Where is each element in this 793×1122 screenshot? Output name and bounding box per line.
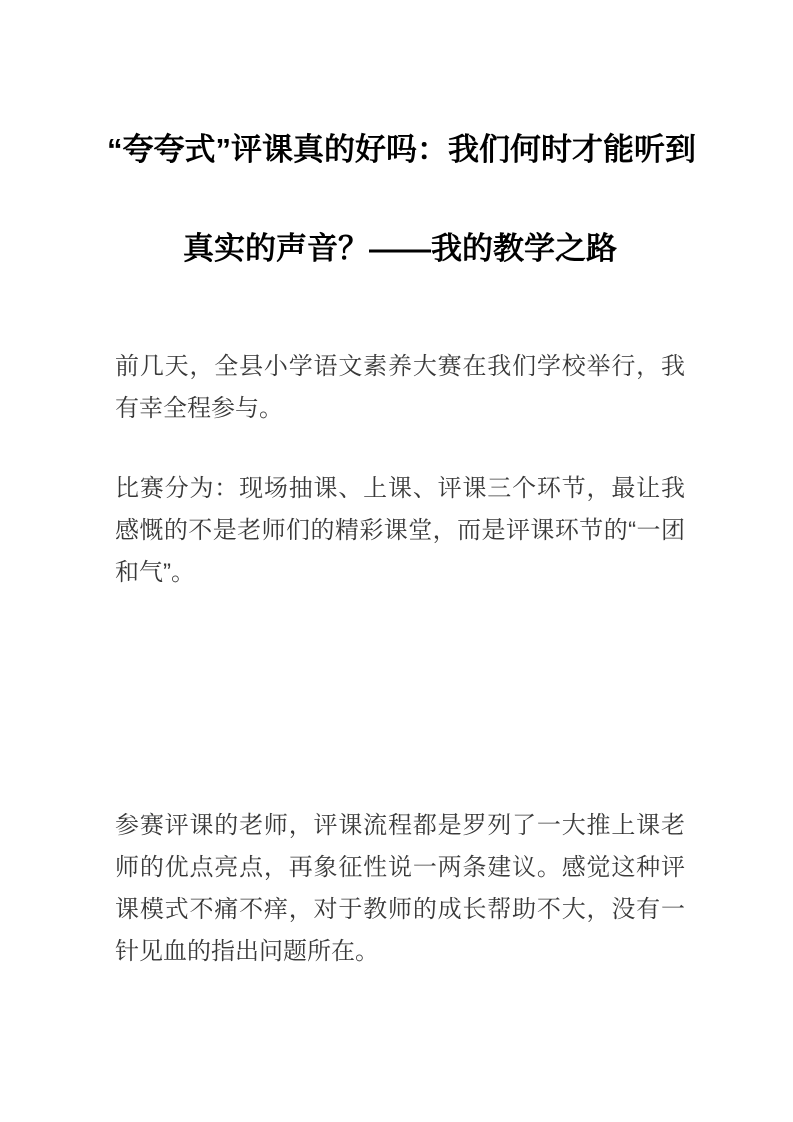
paragraph-3: 参赛评课的老师，评课流程都是罗列了一大推上课老师的优点亮点，再象征性说一两条建议。感觉这种评课模式不痛不痒，对于教师的成长帮助不大，没有一针见血的指出问题所在。 bbox=[115, 812, 685, 965]
document-title-line-1: “夸夸式”评课真的好吗：我们何时才能听到 bbox=[107, 132, 696, 167]
paragraph-2: 比赛分为：现场抽课、上课、评课三个环节，最让我感慨的不是老师们的精彩课堂，而是评课环节的“一团和气”。 bbox=[115, 475, 685, 586]
paragraph-1: 前几天，全县小学语文素养大赛在我们学校举行，我有幸全程参与。 bbox=[115, 353, 685, 422]
document-title-line-2: 真实的声音？——我的教学之路 bbox=[183, 231, 617, 266]
document-title bbox=[107, 100, 696, 298]
